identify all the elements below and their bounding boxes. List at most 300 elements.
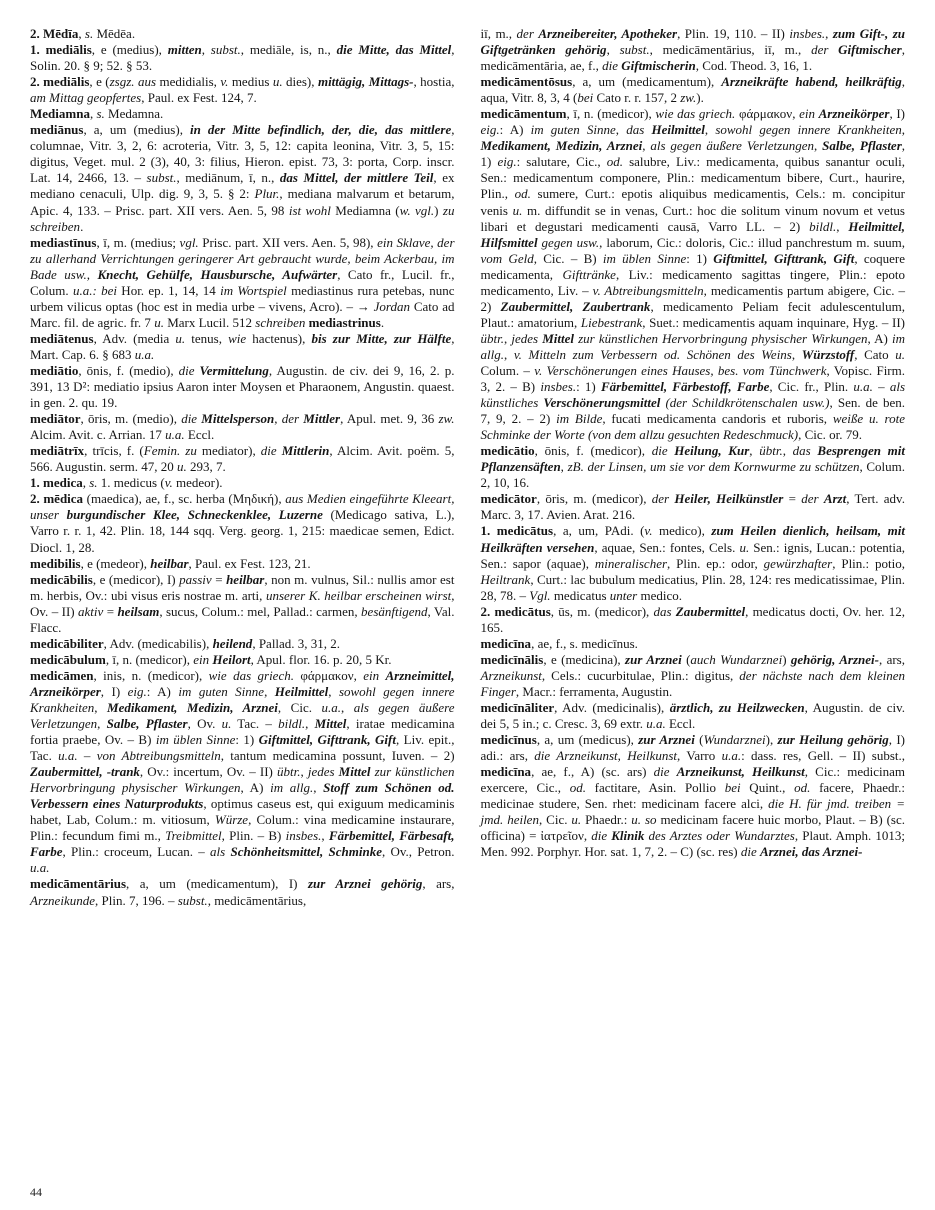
entry-text-segment: , — [264, 683, 275, 699]
entry-text-segment: schreiben — [255, 314, 306, 330]
entry-text-segment: , — [503, 346, 514, 362]
entry-text-segment: als gegen äußere Verletzungen — [650, 138, 814, 154]
entry-text-segment: , Plaut. Amph. 1013; Men. 992. Porphyr. Hor. sat. 1, 7, 2. – C) (sc. res) — [480, 828, 905, 860]
entry-text-segment: Besprengen mit Pflanzensäften — [480, 443, 906, 475]
entry-text-segment: im üblen Sinne — [155, 732, 236, 748]
entry-text-segment: od. — [569, 780, 586, 796]
entry-text-segment: heilbar — [150, 555, 189, 571]
entry-text-segment: insbes. — [789, 26, 826, 41]
entry-text-segment: , A) — [240, 780, 271, 796]
entry-text-segment: Mēdēa. — [93, 26, 136, 41]
entry-text-segment: zur Arznei gehörig — [307, 876, 423, 892]
entry-text-segment: , Suet.: medicamentis aquam inquinare, Hyg. – II) — [642, 314, 905, 330]
entry-text-segment: im Wortspiel — [220, 282, 287, 298]
entry-text-segment: , — [313, 780, 324, 796]
entry-text-segment: Femin. zu — [143, 443, 197, 459]
entry-text-segment: , non m. vulnus, Sil.: nullis amor est m. herbis, Ov.: ubi visus eris nostrae m. arti, — [30, 571, 455, 603]
dictionary-entry — [30, 475, 455, 491]
entry-text-segment: , a, um, PAdi. ( — [553, 523, 645, 539]
dictionary-entry — [30, 491, 455, 555]
entry-text-segment: iī, m., — [480, 26, 517, 41]
entry-text-segment: zum Gift-, zu Giftgetränken gehörig — [480, 26, 906, 58]
entry-text-segment: , Cic. – B) — [533, 250, 603, 266]
entry-text-segment: , laborum, Cic.: doloris, Cic.: illud panchrestum m. suum, — [599, 234, 905, 250]
entry-text-segment: v. Verschönerungen eines Hauses, bes. vom Tünchwerk — [534, 362, 827, 378]
entry-text-segment: , — [503, 330, 512, 346]
entry-text-segment: , Macr.: ferramenta, Augustin. — [515, 683, 673, 699]
entry-text-segment: übtr. — [759, 443, 783, 459]
entry-text-segment: tenus, — [185, 330, 229, 346]
entry-text-segment: : 1) — [576, 379, 601, 395]
entry-text-segment: , — [749, 443, 760, 459]
entry-text-segment: , Augustin. de civ. dei 5, 5 in.; c. Cresc. 3, 69 extr. — [480, 699, 906, 732]
entry-text-segment: Mittelsperson — [201, 411, 275, 427]
entry-text-segment: , e (medicor), I) — [92, 571, 180, 587]
entry-text-segment: u.a. — [30, 860, 50, 876]
entry-text-segment: u.a. — [321, 699, 341, 715]
entry-text-segment: Eccl. — [665, 716, 696, 732]
entry-text-segment: facere, Phaedr.: medicinae studere, Sen. rhet: medicinam facere alci, — [480, 780, 905, 812]
entry-text-segment: Heilung, Kur — [674, 443, 750, 459]
entry-text-segment: mineralischer — [594, 555, 668, 571]
entry-text-segment: zur Arznei — [638, 732, 695, 748]
entry-text-segment: , Cic. — [538, 812, 572, 828]
entry-text-segment: Arzneikunde — [30, 892, 95, 908]
entry-text-segment: als künstliches — [480, 379, 906, 411]
entry-text-segment: Zaubermittel, -trank — [30, 764, 140, 780]
entry-text-segment: u. — [175, 330, 186, 346]
entry-text-segment: Färbemittel, Färbesaft, Farbe — [30, 828, 455, 860]
entry-text-segment: od. — [794, 780, 811, 796]
entry-text-segment: , ae, f., s. medicīnus. — [531, 635, 638, 651]
entry-text-segment: , Cic.: medicinam exercere, Cic., — [480, 764, 905, 796]
entry-text-segment: m. diffundit se in venas, Curt.: hoc die solitum vinum novum et vetus libari et degustari medicamenti causā, Varro LL. – 2) — [480, 202, 905, 234]
entry-text-segment: medius — [228, 74, 273, 90]
entry-text-segment: , — [321, 828, 329, 844]
entry-text-segment: zur Arznei — [625, 651, 682, 667]
entry-text-segment: im allg. — [480, 330, 905, 362]
entry-text-segment: (Medicago sativa, L.), Varro r. r. 1, 42. Plin. 18, 144 sqq. Verg. georg. 1, 215: maedicae semen, Edict. Diocl. 1, 28. — [30, 507, 455, 555]
entry-text-segment: , optimus caseus est, qui exiguum medicaminis habet, Lab, Colum.: m. vitiosum, — [30, 796, 455, 828]
entry-text-segment: der — [811, 42, 839, 58]
entry-text-segment: Marx Lucil. 512 — [163, 314, 256, 330]
entry-text-segment: auch Wundarznei — [690, 651, 783, 667]
entry-text-segment: Mittel — [338, 764, 371, 780]
entry-text-segment: medicatus — [550, 587, 610, 603]
entry-text-segment: Cato r. r. 157, 2 — [593, 90, 681, 106]
dictionary-entry — [30, 411, 455, 443]
entry-text-segment: medicīna — [480, 635, 532, 651]
entry-text-segment: sumere, Curt.: epotis aliquibus medicamentis, Cels.: m. concipitur venis — [480, 186, 905, 218]
entry-text-segment: medicīnālis — [480, 651, 544, 667]
entry-text-segment: , inis, n. (medicor), — [93, 667, 209, 683]
entry-text-segment: , Colum. 2, 10, 16. — [480, 459, 906, 491]
entry-text-segment: u.a. — [58, 748, 78, 764]
entry-text-segment: ) — [434, 202, 443, 218]
entry-text-segment: dies), — [282, 74, 318, 90]
entry-text-segment: im üblen Sinne — [602, 250, 687, 266]
entry-text-segment: , medicamento Peliam fecit adulescentulum, Plaut.: amatorium, — [480, 298, 905, 330]
entry-text-segment: mediātrīx — [30, 443, 85, 459]
entry-text-segment: Giftmittel, Gifttrank, Gift — [713, 250, 855, 266]
entry-text-segment: , — [97, 716, 107, 732]
entry-text-segment: , iratae medicamina fortia praebe, Ov. – B) — [30, 716, 455, 748]
entry-text-segment: , ī, n. (medicor), — [105, 651, 194, 667]
entry-text-segment: im guten Sinne — [178, 683, 265, 699]
entry-text-segment: , Cod. Theod. 3, 16, 1. — [695, 58, 813, 74]
entry-text-segment: medicāmentōsus — [480, 74, 573, 90]
entry-text-segment: , Tert. adv. Marc. 3, 17. Avien. Arat. 216. — [480, 491, 905, 523]
entry-text-segment: Klinik — [611, 828, 645, 844]
entry-text-segment: Arzneimittel, Arzneikörper — [30, 667, 455, 699]
entry-text-segment: als — [210, 844, 231, 860]
entry-text-segment: , Adv. (medicabilis), — [103, 635, 213, 651]
entry-text-segment: Giftmischer — [838, 42, 902, 58]
entry-text-segment: , — [340, 699, 354, 715]
entry-text-segment: , aquae, Sen.: fontes, Cels. — [594, 539, 740, 555]
entry-text-segment: Alcim. Avit. c. Arrian. 17 — [30, 427, 166, 443]
entry-text-segment: : 1) — [686, 250, 714, 266]
entry-text-segment: , mediānum, ī, n., — [176, 170, 280, 186]
entry-text-segment: , a, um (medicamentum), — [572, 74, 722, 90]
entry-text-segment: ist wohl — [288, 202, 331, 218]
entry-text-segment: , Plin.: croceum, Lucan. – — [62, 844, 211, 860]
entry-text-segment: mediastrinus — [308, 314, 381, 330]
entry-text-segment: Eccl. — [184, 427, 215, 443]
entry-text-segment: , — [94, 699, 108, 715]
entry-text-segment: als gegen äußere Verletzungen — [30, 699, 455, 732]
entry-text-segment: bei — [724, 780, 741, 796]
dictionary-entry — [30, 74, 455, 106]
entry-text-segment: , — [813, 138, 823, 154]
entry-text-segment: = — [103, 603, 118, 619]
entry-text-segment: , Augustin. de civ. dei 9, 16, 2. p. 391, 13 D²: mediatio ipsius Aaron inter Moysen et Pharaonem, Angustin. quaest. in gen. 2. qu. 19. — [30, 362, 455, 411]
entry-text-segment: , medicāmentārius, iī, m., — [649, 42, 812, 58]
entry-text-segment: 1. mediālis — [30, 42, 92, 58]
entry-text-segment: 293, 7. — [186, 459, 226, 475]
entry-text-segment: Tac. – — [231, 716, 279, 732]
entry-text-segment: 2. medicātus — [480, 603, 551, 619]
entry-text-segment: unserer K. heilbar erscheinen wirst — [265, 587, 452, 603]
entry-text-segment: der nächste nach dem kleinen Finger — [480, 667, 905, 699]
entry-text-segment: Sen.: ignis, Lucan.: potentia, Sen.: sapor (aquae), — [480, 539, 905, 571]
entry-text-segment: , I) adi.: ars, — [480, 732, 905, 764]
entry-text-segment: : A) — [499, 122, 531, 138]
entry-text-segment: Salbe, Pflaster — [822, 138, 902, 154]
entry-text-segment: Medamna. — [104, 106, 164, 122]
entry-text-segment: zB. der Linsen, um sie vor dem Kornwurme zu schützen — [567, 459, 860, 475]
entry-text-segment: zur künstlichen Hervorbringung physischer Wirkungen — [573, 330, 868, 346]
entry-text-segment: die Mitte, das Mittel — [336, 42, 452, 58]
dictionary-entry — [481, 26, 906, 74]
entry-text-segment: , Cels.: cucurbitulae, Plin.: digitus, — [541, 667, 740, 683]
dictionary-entry — [30, 26, 455, 42]
entry-text-segment: ein — [799, 106, 819, 122]
entry-text-segment: 1. medicātus — [480, 523, 554, 539]
entry-text-segment: (der Schildkrötenschalen usw.) — [660, 395, 830, 411]
entry-text-segment: vgl. — [179, 234, 199, 250]
entry-text-segment: Stoff zum Schönen od. Verbessern eines Naturprodukts — [30, 780, 455, 812]
entry-text-segment: Gifttränke — [562, 266, 616, 282]
entry-text-segment: Würzstoff — [801, 346, 855, 362]
entry-text-segment: zw. — [438, 411, 455, 427]
entry-text-segment: medicābulum — [30, 651, 106, 667]
entry-text-segment: u. — [154, 314, 164, 330]
entry-text-segment: medicātio — [480, 443, 535, 459]
entry-text-segment: Phaedr.: — [581, 812, 632, 828]
entry-text-segment: , — [82, 475, 90, 491]
entry-text-segment: , mediana malvarum et betarum, Apic. 4, 133. – Prisc. part. XII vers. Aen. 5, 98 — [30, 186, 455, 218]
entry-text-segment: , Apul. met. 9, 36 — [340, 411, 439, 427]
entry-text-segment: , a, um (medius), — [83, 122, 190, 138]
dictionary-entry — [30, 668, 455, 877]
entry-text-segment: gehörig, Arznei- — [790, 651, 879, 667]
entry-text-segment: 2. mediālis — [30, 74, 90, 90]
dictionary-entry — [30, 636, 455, 652]
entry-text-segment: , Pallad. 3, 31, 2. — [252, 635, 341, 651]
entry-text-segment: die — [653, 764, 677, 780]
entry-text-segment: Mittlerin — [281, 443, 330, 459]
entry-text-segment: mitten — [167, 42, 202, 58]
entry-text-segment: in der Mitte befindlich, der, die, das mittlere — [189, 122, 452, 138]
dictionary-entry — [481, 491, 906, 523]
entry-text-segment: eig. — [497, 154, 517, 170]
entry-text-segment: medidialis, — [156, 74, 221, 90]
entry-text-segment: , Plin.: potio, — [832, 555, 905, 571]
dictionary-entry — [481, 523, 906, 603]
entry-text-segment: Mittel — [542, 330, 574, 346]
entry-text-segment: 2. mēdica — [30, 491, 84, 507]
entry-text-segment: wie das griech. — [655, 106, 736, 122]
entry-text-segment: weiße u. rote Schminke der Worte (von dem allzu gesuchten Redeschmuck) — [480, 411, 905, 443]
entry-text-segment: ein — [363, 667, 386, 683]
entry-text-segment: , — [704, 122, 716, 138]
entry-text-segment: Heilmittel — [651, 122, 705, 138]
dictionary-entry — [30, 652, 455, 668]
entry-text-segment: , Solin. 20. § 9; 52. § 53. — [30, 42, 455, 74]
left-column — [30, 26, 455, 909]
dictionary-entry — [481, 652, 906, 700]
entry-text-segment: , Plin. ep.: odor, — [667, 555, 764, 571]
entry-text-segment: Giftmischerin — [621, 58, 696, 74]
entry-text-segment: Hor. ep. 1, 14, 14 — [117, 282, 221, 298]
entry-text-segment: , Cic. fr., Plin. — [769, 379, 854, 395]
entry-text-segment: Arzneikräfte habend, heilkräftig — [721, 74, 902, 90]
entry-text-segment: , — [901, 122, 906, 138]
entry-text-segment: v. — [164, 475, 173, 491]
entry-text-segment: u. — [221, 716, 232, 732]
entry-text-segment: , I) — [100, 683, 128, 699]
dictionary-entry — [481, 106, 906, 443]
dictionary-entry — [30, 443, 455, 475]
entry-text-segment: im Bilde — [556, 411, 603, 427]
entry-text-segment: gegen usw. — [541, 234, 600, 250]
entry-text-segment: ärztlich, zu Heilzwecken — [669, 699, 805, 715]
entry-text-segment: Medikament, Medizin, Arznei — [480, 138, 643, 154]
entry-text-segment: , Paul. ex Fest. 124, 7. — [141, 90, 257, 106]
entry-text-segment: hactenus), — [246, 330, 312, 346]
entry-text-segment: Arznei, das Arznei- — [759, 844, 863, 860]
entry-text-segment: , — [274, 411, 282, 427]
entry-text-segment: von Abtreibungsmitteln — [96, 748, 221, 764]
entry-text-segment: bei — [577, 90, 594, 106]
entry-text-segment: , e ( — [89, 74, 110, 90]
entry-text-segment: , — [560, 459, 568, 475]
entry-text-segment: medicāmen — [30, 667, 94, 683]
entry-text-segment: 2. Mēdīa — [30, 26, 79, 41]
entry-text-segment: u.a. — [721, 748, 742, 764]
entry-text-segment: , Apul. flor. 16. p. 20, 5 Kr. — [250, 651, 392, 667]
entry-text-segment: : salutare, Cic., — [516, 154, 607, 170]
entry-text-segment: Arzneibereiter, Apotheker — [538, 26, 678, 41]
entry-text-segment: , mediāle, is, n., — [240, 42, 337, 58]
entry-text-segment: u. — [512, 202, 523, 218]
entry-text-segment: , — [782, 443, 793, 459]
entry-text-segment: u.a. — [853, 379, 873, 395]
entry-text-segment: , — [642, 138, 651, 154]
entry-text-segment: u. — [895, 346, 906, 362]
entry-text-segment: medico), — [652, 523, 712, 539]
entry-text-segment: ein — [193, 651, 213, 667]
dictionary-entry — [30, 876, 455, 908]
dictionary-entry — [481, 443, 906, 491]
page-number: 44 — [30, 1185, 42, 1199]
entry-text-segment: die — [602, 58, 622, 74]
entry-text-segment: u. — [176, 459, 187, 475]
entry-text-segment: der — [281, 411, 304, 427]
dictionary-entry — [481, 74, 906, 106]
entry-text-segment: , fucati medicamenta candoris et ruboris, — [602, 411, 833, 427]
entry-text-segment: v. Mitteln zum Verbessern od. Schönen des Weins — [513, 346, 792, 362]
entry-text-segment: zsgz. aus — [109, 74, 157, 90]
entry-text-segment: zur Heilung gehörig — [777, 732, 889, 748]
entry-text-segment: im guten Sinne — [530, 122, 616, 138]
entry-text-segment: mittägig, Mittags- — [317, 74, 414, 90]
entry-text-segment: u.a. — [646, 716, 666, 732]
entry-text-segment: die — [178, 362, 200, 378]
entry-text-segment: od. — [514, 186, 531, 202]
entry-text-segment: v. — [220, 74, 229, 90]
entry-text-segment: medicābiliter — [30, 635, 104, 651]
entry-text-segment: , ōnis, f. (medio), — [78, 362, 179, 378]
entry-text-segment: burgundischer Klee, Schneckenklee, Luzerne — [66, 507, 323, 523]
entry-text-segment: , Sen. de ben. 7, 9, 2. – 2) — [480, 395, 906, 427]
entry-text-segment: subst. — [210, 42, 241, 58]
entry-text-segment: s. — [89, 475, 98, 491]
entry-text-segment: u. so — [631, 812, 657, 828]
entry-text-segment: , e (medeor), — [80, 555, 151, 571]
entry-text-segment: Arzneikunst, Heilkunst — [676, 764, 805, 780]
entry-text-segment: 1. medica — [30, 475, 83, 491]
entry-text-segment: , ars, — [422, 876, 455, 892]
dictionary-entry — [30, 42, 455, 74]
entry-text-segment: das — [792, 443, 818, 459]
entry-text-segment: Zaubermittel, Zaubertrank — [500, 298, 651, 314]
entry-text-segment: u. — [272, 74, 283, 90]
entry-text-segment: = — [783, 491, 802, 507]
entry-text-segment: , Plin. 19, 110. – II) — [677, 26, 790, 41]
entry-text-segment: bildl. — [809, 218, 837, 234]
entry-text-segment: mediastīnus — [30, 234, 97, 250]
entry-text-segment: jedes — [511, 330, 543, 346]
entry-text-segment: , Mart. Cap. 6. § 683 — [30, 330, 455, 362]
entry-text-segment: – — [872, 379, 890, 395]
dictionary-entry — [481, 732, 906, 860]
entry-text-segment: die — [591, 828, 612, 844]
entry-text-segment: , Alcim. Avit. poëm. 5, 566. Augustin. serm. 47, 20 — [30, 443, 455, 475]
entry-text-segment: subst. — [177, 892, 208, 908]
entry-text-segment: , Val. Flacc. — [30, 603, 455, 635]
entry-text-segment: Plur. — [254, 186, 280, 202]
entry-text-segment: heilbar — [226, 571, 265, 587]
entry-text-segment: subst. — [619, 42, 650, 58]
entry-text-segment: , 1) — [480, 138, 906, 170]
entry-text-segment: v. Abtreibungsmitteln — [592, 282, 704, 298]
entry-text-segment: (maedica), ae, f., sc. herba (Μηδική), — [83, 491, 286, 507]
entry-text-segment: Prisc. part. XII vers. Aen. 5, 98), — [198, 234, 378, 250]
entry-text-segment: Mediamna ( — [330, 202, 400, 218]
entry-text-segment: vom Geld — [480, 250, 534, 266]
entry-text-segment: Würze — [214, 812, 249, 828]
entry-text-segment: zur künstlichen Hervorbringung physischer Wirkungen — [30, 764, 455, 796]
entry-text-segment: die — [260, 443, 282, 459]
entry-text-segment: , — [89, 106, 97, 122]
entry-text-segment: , coquere medicamenta, — [480, 250, 905, 282]
entry-text-segment: , Cic. — [277, 699, 322, 715]
entry-text-segment: , — [300, 764, 308, 780]
entry-text-segment: , e (medius), — [91, 42, 168, 58]
entry-text-segment: mediānus — [30, 122, 84, 138]
entry-text-segment: , Plin. 7, 196. – — [94, 892, 178, 908]
entry-text-segment: Treibmittel — [165, 828, 222, 844]
entry-text-segment: u.a.: — [72, 282, 97, 298]
entry-text-segment: ), — [765, 732, 778, 748]
two-column-text-block — [30, 26, 905, 909]
entry-text-segment: Mittel — [314, 716, 347, 732]
entry-text-segment: : dass. res, Gell. – II) subst., — [741, 748, 905, 764]
dictionary-entry — [30, 556, 455, 572]
entry-text-segment: ein Sklave, der zu allerhand Verrichtungen geringerer Art gebraucht wurde, beim Ackerbau, im Bade usw., — [30, 234, 455, 282]
entry-text-segment: , a, um (medicus), — [536, 732, 639, 748]
entry-text-segment: , Adv. (media — [93, 330, 176, 346]
entry-text-segment: , Ov. – II) — [30, 587, 455, 619]
entry-text-segment: – — [77, 748, 97, 764]
dictionary-entry — [30, 235, 455, 331]
entry-text-segment: wie das griech. — [208, 667, 294, 683]
entry-text-segment: gewürzhafter — [763, 555, 833, 571]
entry-text-segment: Colum. – — [480, 362, 535, 378]
dictionary-entry — [30, 106, 455, 122]
dictionary-entry — [30, 331, 455, 363]
entry-text-segment: , ōris, m. (medicor), — [536, 491, 652, 507]
entry-text-segment: bildl. — [278, 716, 306, 732]
entry-text-segment: medibilis — [30, 555, 81, 571]
dictionary-entry — [481, 636, 906, 652]
entry-text-segment: eig. — [127, 683, 147, 699]
entry-text-segment: , ī, m. (medius; — [96, 234, 180, 250]
entry-text-segment: heilsam — [117, 603, 160, 619]
entry-text-segment: die — [651, 443, 675, 459]
entry-text-segment: im allg. — [270, 780, 314, 796]
entry-text-segment: der — [651, 491, 675, 507]
entry-text-segment: zw. — [680, 90, 697, 106]
entry-text-segment: , medicāmentārius, — [207, 892, 307, 908]
entry-text-segment: insbes. — [540, 379, 577, 395]
entry-text-segment: : 1) — [235, 732, 259, 748]
entry-text-segment: , ōris, m. (medio), — [80, 411, 182, 427]
dictionary-entry — [30, 363, 455, 411]
entry-text-segment: , — [825, 26, 833, 41]
